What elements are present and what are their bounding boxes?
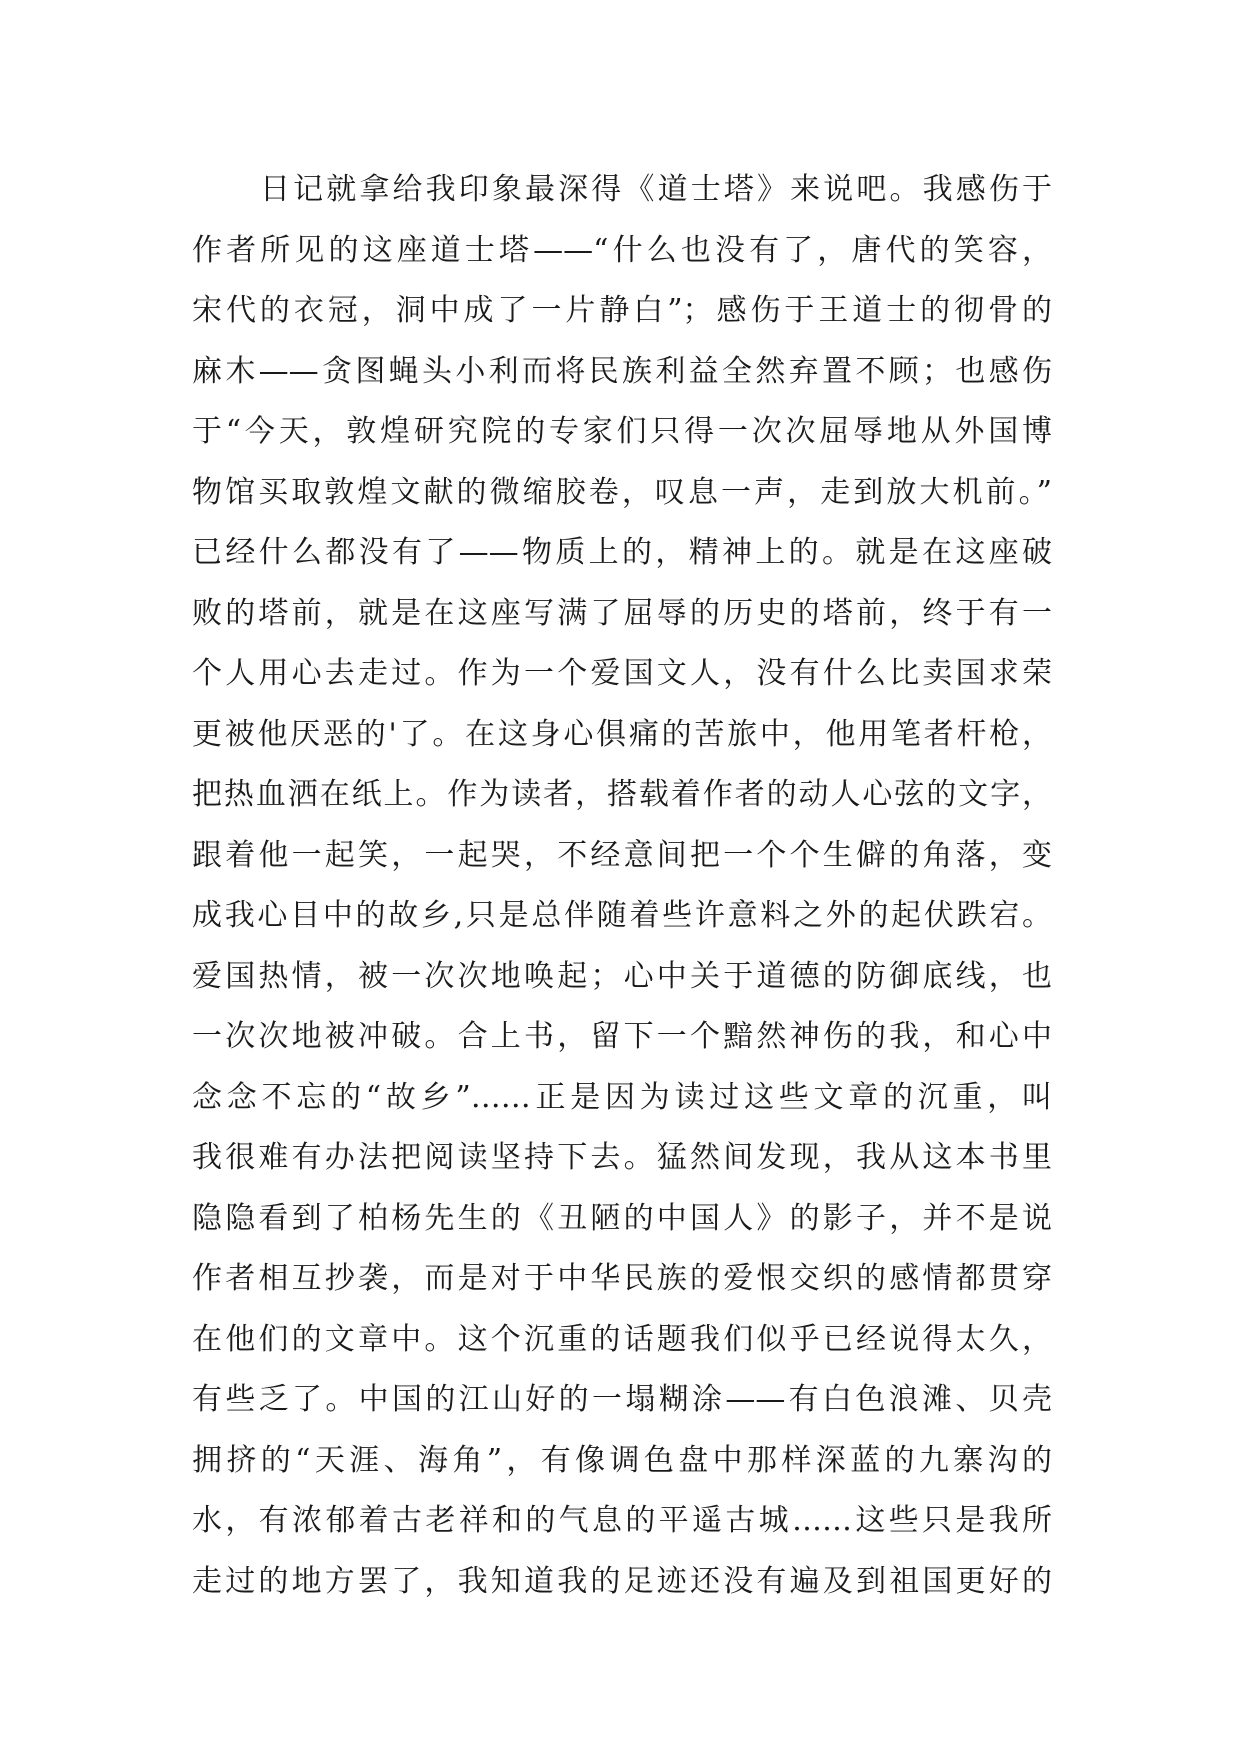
paragraph-line: 个人用心去走过。作为一个爱国文人，没有什么比卖国求荣 — [192, 656, 1052, 691]
paragraph-line: 走过的地方罢了，我知道我的足迹还没有遍及到祖国更好的 — [192, 1563, 1052, 1599]
paragraph-line: 麻木——贪图蝇头小利而将民族利益全然弃置不顾；也感伤 — [192, 353, 1052, 389]
paragraph-line: 作者相互抄袭，而是对于中华民族的爱恨交织的感情都贯穿 — [192, 1261, 1052, 1296]
paragraph-line: 已经什么都没有了——物质上的，精神上的。就是在这座破 — [192, 535, 1052, 570]
paragraph-line: 跟着他一起笑，一起哭，不经意间把一个个生僻的角落，变 — [192, 837, 1052, 873]
paragraph-line: 日记就拿给我印象最深得《道士塔》来说吧。我感伤于 — [260, 172, 1052, 207]
paragraph-line: 爱国热情，被一次次地唤起；心中关于道德的防御底线，也 — [192, 958, 1052, 994]
paragraph-line: 败的塔前，就是在这座写满了屈辱的历史的塔前，终于有一 — [192, 595, 1052, 631]
paragraph-line: 物馆买取敦煌文献的微缩胶卷，叹息一声，走到放大机前。” — [192, 474, 1052, 510]
paragraph-line: 念念不忘的“故乡”……正是因为读过这些文章的沉重，叫 — [192, 1079, 1052, 1115]
paragraph-line: 一次次地被冲破。合上书，留下一个黯然神伤的我，和心中 — [192, 1019, 1052, 1054]
paragraph-line: 成我心目中的故乡,只是总伴随着些许意料之外的起伏跌宕。 — [192, 898, 1052, 933]
paragraph-line: 在他们的文章中。这个沉重的话题我们似乎已经说得太久， — [192, 1321, 1052, 1357]
paragraph-line: 拥挤的“天涯、海角”，有像调色盘中那样深蓝的九寨沟的 — [192, 1442, 1052, 1478]
paragraph-line: 有些乏了。中国的江山好的一塌糊涂——有白色浪滩、贝壳 — [192, 1382, 1052, 1417]
paragraph-line: 宋代的衣冠，洞中成了一片静白”；感伤于王道士的彻骨的 — [192, 293, 1052, 328]
paragraph-line: 水，有浓郁着古老祥和的气息的平遥古城……这些只是我所 — [192, 1503, 1052, 1538]
paragraph-line: 隐隐看到了柏杨先生的《丑陋的中国人》的影子，并不是说 — [192, 1200, 1052, 1236]
paragraph-line: 把热血洒在纸上。作为读者，搭载着作者的动人心弦的文字， — [192, 777, 1052, 812]
paragraph-line: 更被他厌恶的'了。在这身心俱痛的苦旅中，他用笔者杆枪， — [192, 716, 1052, 752]
paragraph-line: 我很难有办法把阅读坚持下去。猛然间发现，我从这本书里 — [192, 1140, 1052, 1175]
body-paragraph — [192, 160, 1052, 1612]
paragraph-line: 作者所见的这座道士塔——“什么也没有了，唐代的笑容， — [192, 232, 1052, 268]
paragraph-line: 于“今天，敦煌研究院的专家们只得一次次屈辱地从外国博 — [192, 414, 1052, 449]
